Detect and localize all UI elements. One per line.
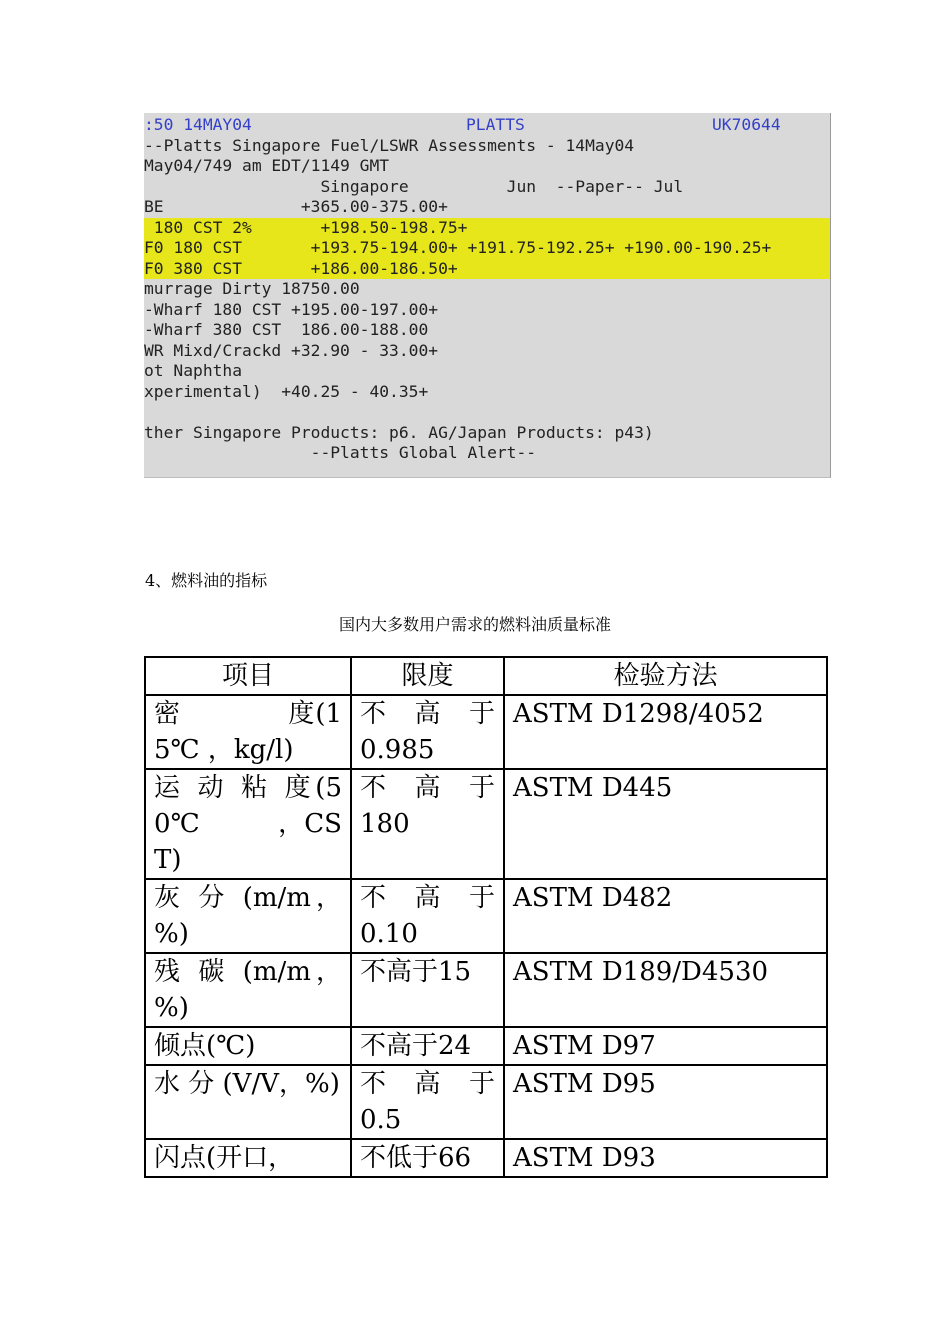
- cell-item: 水 分 (V/V，%): [145, 1065, 351, 1139]
- terminal-line: murrage Dirty 18750.00: [144, 279, 360, 298]
- terminal-line: -Wharf 180 CST +195.00-197.00+: [144, 299, 439, 319]
- table-row: [145, 1027, 827, 1065]
- cell-method: ASTM D482: [504, 879, 827, 953]
- terminal-source: PLATTS: [466, 115, 525, 134]
- terminal-line-highlighted: F0 180 CST +193.75-194.00+ +191.75-192.25+ +190.00-190.25+: [144, 238, 830, 259]
- cell-method: ASTM D95: [504, 1065, 827, 1139]
- terminal-line: ther Singapore Products: p6. AG/Japan Products: p43): [144, 422, 654, 442]
- table-caption: 国内大多数用户需求的燃料油质量标准: [338, 615, 611, 634]
- terminal-line-highlighted: 180 CST 2% +198.50-198.75+: [144, 218, 830, 239]
- cell-method: ASTM D93: [504, 1139, 827, 1177]
- header-limit: 限度: [351, 657, 504, 695]
- table-row: [145, 1065, 827, 1139]
- cell-item: 残 碳 (m/m，%): [145, 953, 351, 1027]
- cell-item: 倾点(℃): [145, 1027, 351, 1065]
- cell-limit: 不低于66: [351, 1139, 504, 1177]
- cell-item: 闪点(开口，: [145, 1139, 351, 1177]
- terminal-header-line: [144, 115, 830, 136]
- terminal-line: --Platts Singapore Fuel/LSWR Assessments - 14May04: [144, 135, 635, 155]
- cell-limit: 不 高 于0.10: [351, 879, 504, 953]
- terminal-line-highlighted: F0 380 CST +186.00-186.50+: [144, 259, 830, 280]
- terminal-line: --Platts Global Alert--: [144, 443, 537, 462]
- platts-terminal-screenshot: [144, 113, 831, 478]
- cell-item: 运 动 粘 度(50℃ ，CST): [145, 769, 351, 879]
- terminal-line: ot Naphtha: [144, 361, 243, 380]
- header-item: 项目: [145, 657, 351, 695]
- terminal-line: xperimental) +40.25 - 40.35+: [144, 381, 429, 401]
- cell-method: ASTM D1298/4052: [504, 695, 827, 769]
- cell-limit: 不 高 于0.985: [351, 695, 504, 769]
- terminal-timestamp: :50 14MAY04: [144, 115, 252, 134]
- cell-limit: 不 高 于180: [351, 769, 504, 879]
- table-row: [145, 769, 827, 879]
- terminal-line: BE +365.00-375.00+: [144, 197, 448, 216]
- cell-item: 灰 分 (m/m，%): [145, 879, 351, 953]
- cell-method: ASTM D189/D4530: [504, 953, 827, 1027]
- terminal-line: [144, 402, 830, 423]
- terminal-line: WR Mixd/Crackd +32.90 - 33.00+: [144, 340, 439, 360]
- terminal-page-code: UK70644: [712, 115, 781, 134]
- table-row: [145, 695, 827, 769]
- cell-limit: 不 高 于0.5: [351, 1065, 504, 1139]
- cell-item: 密 度(15℃ ，kg/l): [145, 695, 351, 769]
- table-row: [145, 1139, 827, 1177]
- table-row: [145, 953, 827, 1027]
- cell-limit: 不高于15: [351, 953, 504, 1027]
- table-header-row: [145, 657, 827, 695]
- cell-limit: 不高于24: [351, 1027, 504, 1065]
- cell-method: ASTM D97: [504, 1027, 827, 1065]
- fuel-oil-spec-table: [144, 656, 828, 1178]
- header-test-method: 检验方法: [504, 657, 827, 695]
- terminal-line: -Wharf 380 CST 186.00-188.00: [144, 320, 429, 339]
- terminal-line: Singapore Jun --Paper-- Jul: [144, 176, 684, 196]
- table-row: [145, 879, 827, 953]
- section-heading: 4、燃料油的指标: [145, 571, 268, 590]
- terminal-line: May04/749 am EDT/1149 GMT: [144, 156, 390, 175]
- cell-method: ASTM D445: [504, 769, 827, 879]
